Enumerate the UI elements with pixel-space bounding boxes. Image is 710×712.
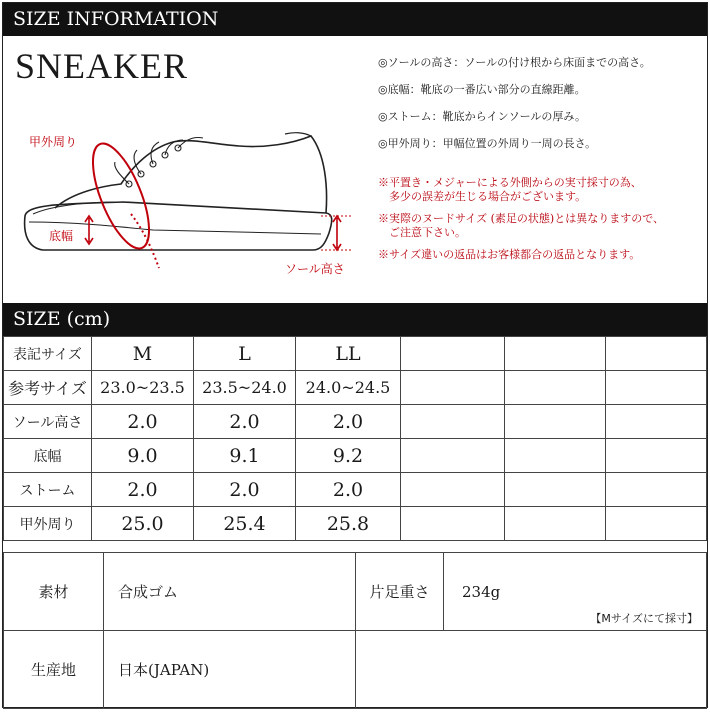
row-label: 表記サイズ	[4, 337, 92, 371]
warning-nude-1: ※実際のヌードサイズ (素足の状態)とは異なりますので、	[378, 212, 664, 225]
empty-cell	[356, 631, 707, 709]
material-value: 合成ゴム	[104, 553, 356, 631]
size-section-bar	[3, 303, 707, 336]
definition-storm: ◎ストーム：靴底からインソールの厚み。	[378, 110, 587, 123]
table-cell: 2.0	[194, 405, 296, 439]
warning-nude-2: ご注意下さい。	[378, 226, 466, 239]
definition-sole: ◎ソールの高さ：ソールの付け根から床面までの高さ。	[378, 56, 651, 69]
table-cell: 2.0	[92, 473, 194, 507]
measurement-notes	[378, 56, 703, 268]
weight-value: 234g	[462, 582, 501, 601]
table-cell	[606, 507, 707, 541]
table-cell	[401, 473, 505, 507]
row-label: 底幅	[4, 439, 92, 473]
table-cell	[401, 507, 505, 541]
shoe-laces	[115, 137, 203, 187]
table-cell	[606, 473, 707, 507]
label-instep: 甲外周り	[29, 135, 78, 149]
size-sheet	[2, 2, 708, 708]
header-bar	[3, 3, 707, 36]
shoe-collar	[285, 133, 311, 136]
table-cell: L	[194, 337, 296, 371]
table-row	[4, 553, 707, 631]
table-cell: 24.0~24.5	[296, 371, 401, 405]
table-row	[4, 405, 707, 439]
table-row	[4, 439, 707, 473]
weight-note: 【Mサイズにて採寸】	[590, 612, 698, 625]
size-section-title: SIZE (cm)	[13, 308, 111, 330]
warning-measure-1: ※平置き・メジャーによる外側からの実寸採寸の為、	[378, 176, 642, 189]
size-table	[3, 336, 707, 541]
material-label: 素材	[4, 553, 104, 631]
product-info-table	[3, 552, 707, 709]
table-cell	[606, 405, 707, 439]
warning-return: ※サイズ違いの返品はお客様都合の返品となります。	[378, 248, 641, 261]
table-row	[4, 473, 707, 507]
table-cell	[606, 439, 707, 473]
table-cell: 25.8	[296, 507, 401, 541]
shoe-diagram	[3, 36, 373, 303]
table-cell	[606, 337, 707, 371]
row-label: ソール高さ	[4, 405, 92, 439]
table-cell	[505, 405, 606, 439]
table-cell	[505, 371, 606, 405]
table-cell: 25.0	[92, 507, 194, 541]
table-cell	[505, 507, 606, 541]
table-cell: LL	[296, 337, 401, 371]
weight-cell	[444, 553, 707, 631]
table-cell	[401, 405, 505, 439]
definition-instep: ◎甲外周り：甲幅位置の外周り一周の長さ。	[378, 137, 597, 150]
table-cell: 23.5~24.0	[194, 371, 296, 405]
row-label: 参考サイズ	[4, 371, 92, 405]
table-cell: M	[92, 337, 194, 371]
table-row	[4, 631, 707, 709]
shoe-toe-cap	[33, 202, 121, 214]
table-cell: 23.0~23.5	[92, 371, 194, 405]
origin-label: 生産地	[4, 631, 104, 709]
table-cell: 2.0	[296, 405, 401, 439]
table-cell	[505, 337, 606, 371]
table-cell: 9.2	[296, 439, 401, 473]
product-name: SNEAKER	[15, 46, 189, 86]
definition-width: ◎底幅：靴底の一番広い部分の直線距離。	[378, 83, 586, 96]
row-label: ストーム	[4, 473, 92, 507]
table-cell	[505, 439, 606, 473]
warning-measure-2: 多少の誤差が生じる場合がございます。	[378, 190, 587, 203]
table-cell: 25.4	[194, 507, 296, 541]
table-cell: 2.0	[194, 473, 296, 507]
table-cell: 2.0	[296, 473, 401, 507]
table-cell	[401, 337, 505, 371]
instep-dotted-line	[131, 214, 159, 268]
table-row	[4, 371, 707, 405]
row-label: 甲外周り	[4, 507, 92, 541]
header-title: SIZE INFORMATION	[13, 8, 219, 30]
label-width: 底幅	[49, 229, 74, 243]
table-cell: 9.0	[92, 439, 194, 473]
table-cell	[505, 473, 606, 507]
label-sole-height: ソール高さ	[285, 262, 345, 276]
table-row	[4, 507, 707, 541]
origin-value: 日本(JAPAN)	[104, 631, 356, 709]
table-cell	[606, 371, 707, 405]
table-row	[4, 337, 707, 371]
weight-label: 片足重さ	[356, 553, 444, 631]
width-arrow	[85, 216, 93, 244]
table-cell	[401, 371, 505, 405]
table-cell: 2.0	[92, 405, 194, 439]
sole-height-arrow	[333, 216, 341, 250]
table-cell	[401, 439, 505, 473]
table-cell: 9.1	[194, 439, 296, 473]
